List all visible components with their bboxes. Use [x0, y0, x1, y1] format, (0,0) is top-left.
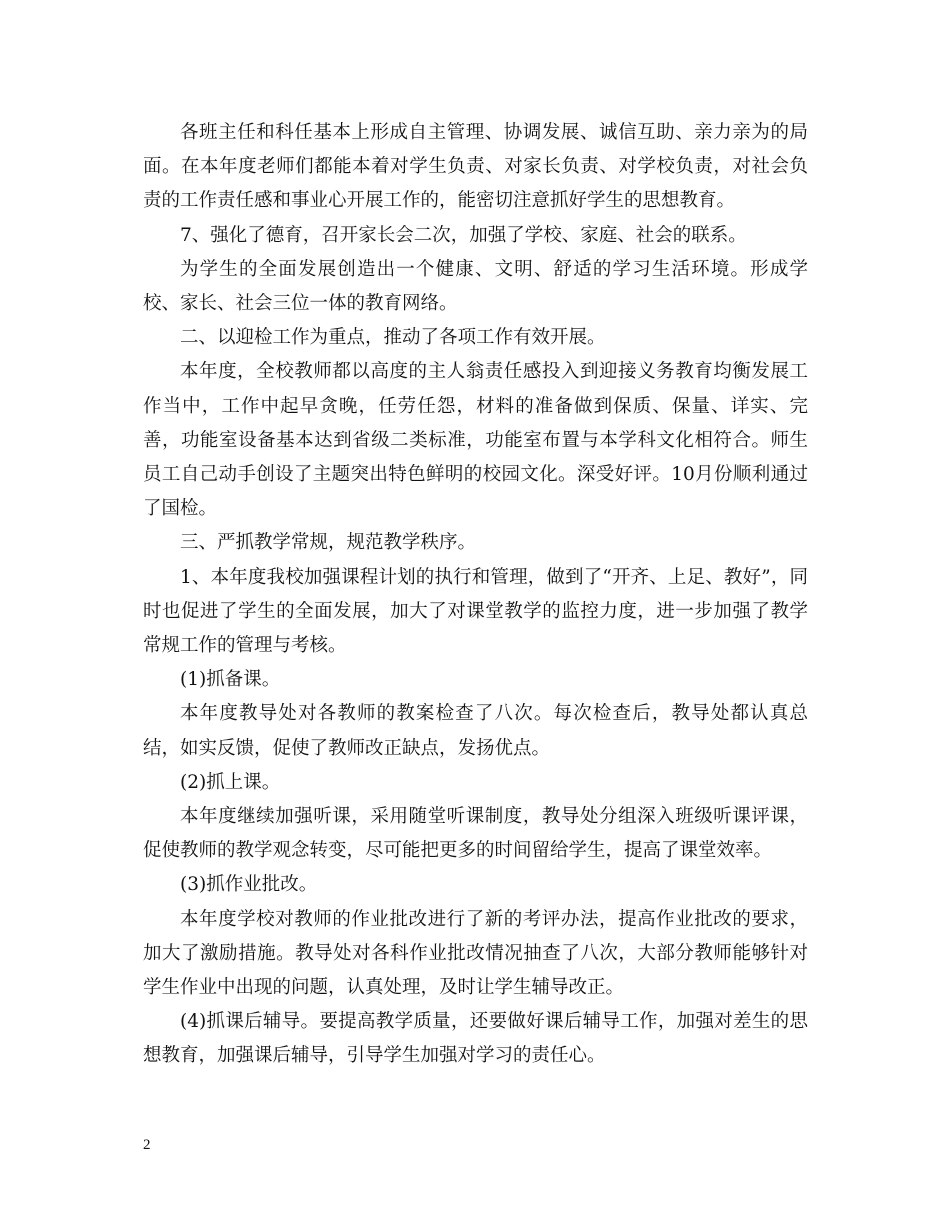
subsection-heading: (1)抓备课。: [180, 669, 281, 691]
paragraph: (4)抓课后辅导。要提高教学质量，还要做好课后辅导工作，加强对差生的思想教育，加强课后辅导，引导学生加强对学习的责任心。: [143, 1011, 808, 1067]
section-heading: 二、以迎检工作为重点，推动了各项工作有效开展。: [180, 327, 606, 349]
paragraph: 本年度学校对教师的作业批改进行了新的考评办法，提高作业批改的要求，加大了激励措施。教导处对各科作业批改情况抽查了八次，大部分教师能够针对学生作业中出现的问题，认真处理，及时让学生辅导改正。: [143, 908, 808, 999]
section-heading: 三、严抓教学常规，规范教学秩序。: [180, 532, 477, 554]
paragraph: 本年度教导处对各教师的教案检查了八次。每次检查后，教导处都认真总结，如实反馈，促使了教师改正缺点，发扬优点。: [143, 703, 808, 759]
paragraph: 7、强化了德育，召开家长会二次，加强了学校、家庭、社会的联系。: [180, 224, 747, 246]
paragraph: 1、本年度我校加强课程计划的执行和管理，做到了“开齐、上足、教好”，同时也促进了学生的全面发展，加大了对课堂教学的监控力度，进一步加强了教学常规工作的管理与考核。: [143, 566, 808, 657]
page-number: 2: [143, 1137, 151, 1153]
paragraph: 本年度继续加强听课，采用随堂听课制度，教导处分组深入班级听课评课，促使教师的教学观念转变，尽可能把更多的时间留给学生，提高了课堂效率。: [143, 806, 808, 862]
subsection-heading: (2)抓上课。: [180, 771, 281, 793]
subsection-heading: (3)抓作业批改。: [180, 874, 318, 896]
paragraph: 各班主任和科任基本上形成自主管理、协调发展、诚信互助、亲力亲为的局面。在本年度老师们都能本着对学生负责、对家长负责、对学校负责，对社会负责的工作责任感和事业心开展工作的，能密切注意抓好学生的思想教育。: [143, 122, 808, 212]
paragraph: 为学生的全面发展创造出一个健康、文明、舒适的学习生活环境。形成学校、家长、社会三位一体的教育网络。: [143, 258, 808, 315]
document-body: [143, 116, 808, 1074]
paragraph: 本年度，全校教师都以高度的主人翁责任感投入到迎接义务教育均衡发展工作当中，工作中起早贪晚，任劳任怨，材料的准备做到保质、保量、详实、完善，功能室设备基本达到省级二类标准，功能室布置与本学科文化相符合。师生员工自己动手创设了主题突出特色鲜明的校园文化。深受好评。10月份顺利通过了国检。: [143, 361, 808, 520]
